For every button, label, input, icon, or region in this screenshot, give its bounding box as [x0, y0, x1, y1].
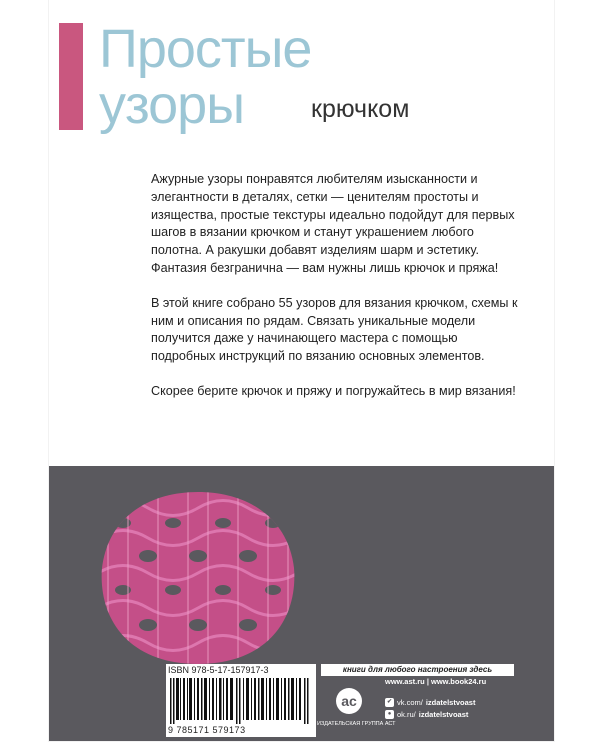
barcode-bars [170, 678, 312, 724]
websites-link[interactable]: www.ast.ru | www.book24.ru [385, 677, 487, 686]
subtitle: крючком [311, 95, 410, 123]
publisher-name: ИЗДАТЕЛЬСКАЯ ГРУППА АСТ [317, 721, 396, 727]
ast-logo-icon [329, 687, 369, 715]
accent-bar [59, 23, 83, 130]
description-paragraph-2: В этой книге собрано 55 узоров для вязания крючком, схемы к ним и описания по рядам. Связать уникальные модели получится даже у начинающего мастера с помощью подробных инструкций по вязанию основных элементов. [151, 295, 518, 364]
description-paragraph-3: Скорее берите крючок и пряжу и погружайтесь в мир вязания! [151, 383, 516, 398]
barcode-number: 9 785171 579173 [168, 725, 246, 735]
ok-link[interactable] [385, 710, 468, 719]
title-line-1: Простые [99, 19, 312, 79]
vk-icon: ✔ [386, 699, 393, 705]
lace-pattern-image [98, 488, 298, 668]
book-back-cover [49, 0, 554, 741]
ok-link-handle: izdatelstvoast [418, 710, 469, 719]
ok-icon: ● [385, 710, 394, 719]
isbn-label: ISBN 978-5-17-157917-3 [168, 665, 269, 675]
vk-link-prefix: vk.com/ [397, 698, 423, 707]
tagline: книги для любого настроения здесь [321, 664, 514, 676]
ast-logo-text: ac [341, 693, 357, 709]
description [151, 171, 521, 418]
description-paragraph-1: Ажурные узоры понравятся любителям изысканности и элегантности в деталях, сетки — ценителям простоты и изящества, простые текстуры идеально подойдут для первых шагов в вязании крючком и станут украшением любого полотна. А ракушки добавят изделиям шарм и эстетику. Фантазия безгранична — вам нужны лишь крючок и пряжа! [151, 172, 515, 275]
vk-link[interactable] [385, 698, 475, 707]
ok-link-prefix: ok.ru/ [397, 710, 416, 719]
vk-link-handle: izdatelstvoast [425, 698, 476, 707]
barcode-box [166, 664, 316, 737]
title-line-2: узоры [99, 75, 245, 135]
